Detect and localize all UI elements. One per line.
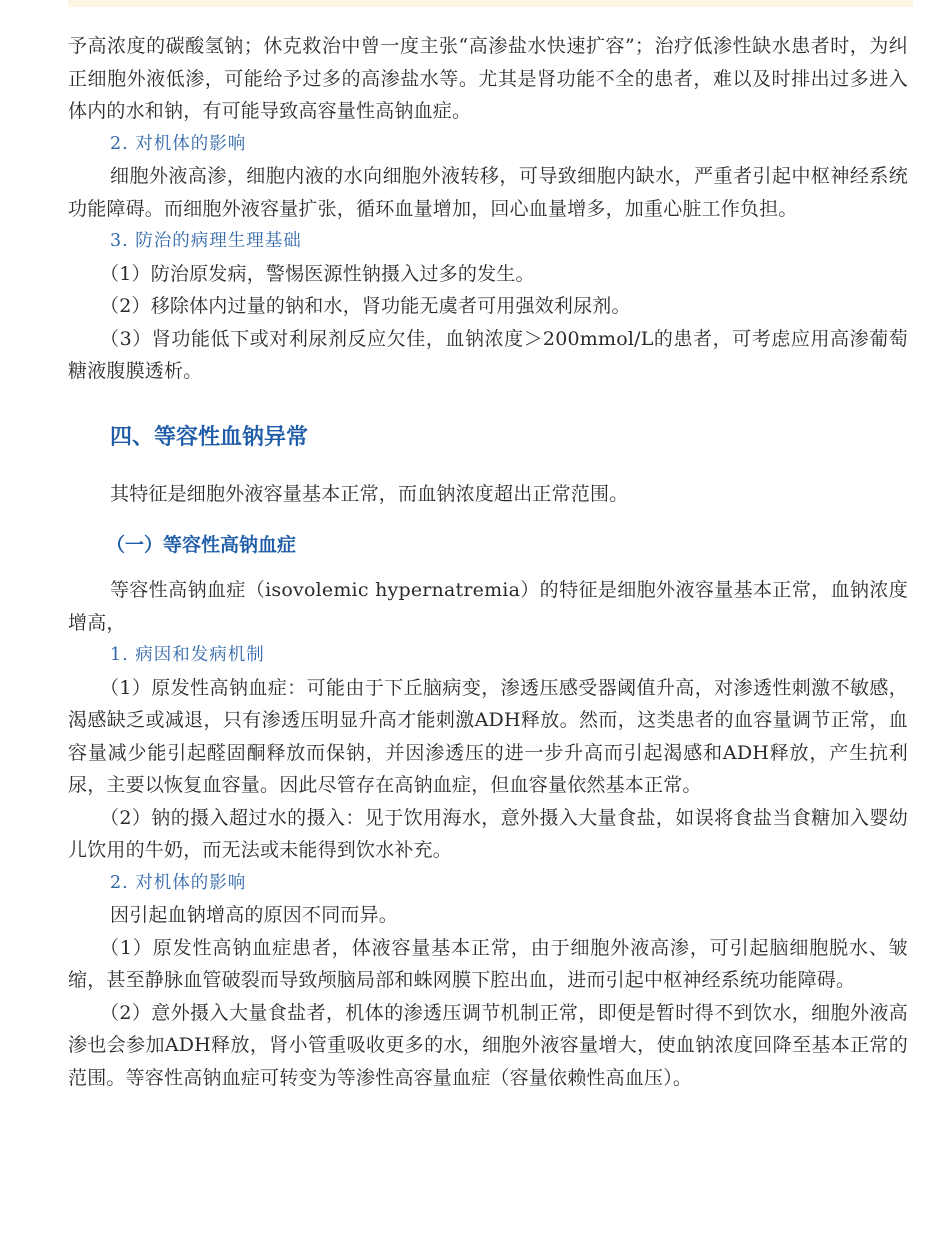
treatment-item-1: （1）防治原发病，警惕医源性钠摄入过多的发生。 xyxy=(100,262,535,285)
subsection-title: （一）等容性高钠血症 xyxy=(106,534,297,556)
top-decorative-band xyxy=(68,0,913,7)
subheading-effects-1: 2. 对机体的影响 xyxy=(110,133,247,154)
subsection-intro: 等容性高钠血症（isovolemic hypernatremia）的特征是细胞外液容量基本正常，血钠浓度增高， xyxy=(68,579,908,634)
subheading-treatment: 3. 防治的病理生理基础 xyxy=(110,231,302,251)
effects-item-2-1: （1）原发性高钠血症患者，体液容量基本正常，由于细胞外液高渗，可引起脑细胞脱水、皱缩，甚至静脉血管破裂而导致颅脑局部和蛛网膜下腔出血，进而引起中枢神经系统功能障碍。 xyxy=(68,936,908,991)
cause-item-1: （1）原发性高钠血症：可能由于下丘脑病变，渗透压感受器阈值升高，对渗透性刺激不敏感，渴感缺乏或减退，只有渗透压明显升高才能刺激ADH释放。然而，这类患者的血容量调节正常，血容量减少能引起醛固酮释放而保钠，并因渗透压的进一步升高而引起渴感和ADH释放，产生抗利尿，主要以恢复血容量。因此尽管存在高钠血症，但血容量依然基本正常。 xyxy=(68,676,908,796)
effects-item-2-2: （2）意外摄入大量食盐者，机体的渗透压调节机制正常，即便是暂时得不到饮水，细胞外液高渗也会参加ADH释放，肾小管重吸收更多的水，细胞外液容量增大，使血钠浓度回降至基本正常的范围。等容性高钠血症可转变为等渗性高容量血症（容量依赖性高血压）。 xyxy=(68,1001,908,1089)
document-page xyxy=(68,30,908,1094)
treatment-item-3: （3）肾功能低下或对利尿剂反应欠佳，血钠浓度＞200mmol/L的患者，可考虑应用高渗葡萄糖液腹膜透析。 xyxy=(68,327,908,382)
continued-paragraph: 予高浓度的碳酸氢钠；休克救治中曾一度主张“高渗盐水快速扩容”；治疗低渗性缺水患者时，为纠正细胞外液低渗，可能给予过多的高渗盐水等。尤其是肾功能不全的患者，难以及时排出过多进入体内的水和钠，有可能导致高容量性高钠血症。 xyxy=(68,35,908,122)
cause-item-2: （2）钠的摄入超过水的摄入：见于饮用海水，意外摄入大量食盐，如误将食盐当食糖加入婴幼儿饮用的牛奶，而无法或未能得到饮水补充。 xyxy=(68,806,908,861)
effects-intro-2: 因引起血钠增高的原因不同而异。 xyxy=(110,904,399,926)
treatment-item-2: （2）移除体内过量的钠和水，肾功能无虞者可用强效利尿剂。 xyxy=(100,295,631,317)
section-intro: 其特征是细胞外液容量基本正常，而血钠浓度超出正常范围。 xyxy=(110,482,629,505)
subheading-effects-2: 2. 对机体的影响 xyxy=(110,872,247,893)
subheading-cause: 1. 病因和发病机制 xyxy=(110,645,265,665)
effects-paragraph-1: 细胞外液高渗，细胞内液的水向细胞外液转移，可导致细胞内缺水，严重者引起中枢神经系统功能障碍。而细胞外液容量扩张，循环血量增加，回心血量增多，加重心脏工作负担。 xyxy=(68,165,908,220)
section-title: 四、等容性血钠异常 xyxy=(110,424,309,450)
